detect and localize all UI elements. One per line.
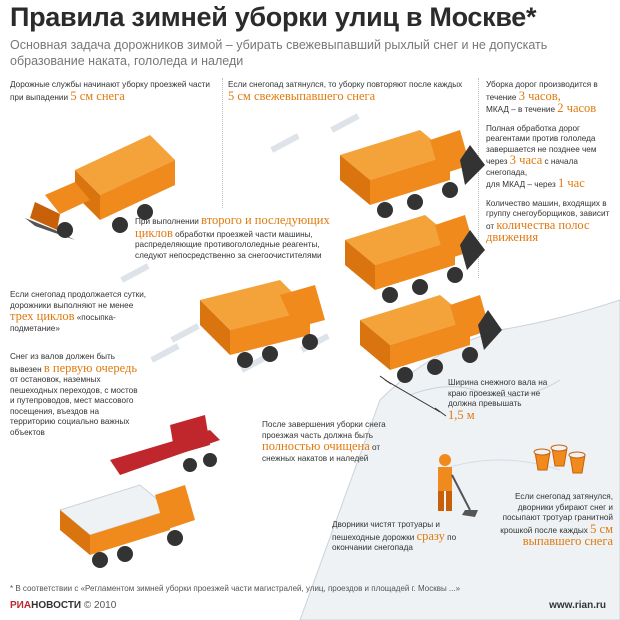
- ria-logo: РИАНОВОСТИ © 2010: [10, 600, 117, 611]
- site-url[interactable]: www.rian.ru: [549, 600, 606, 611]
- page-subtitle: Основная задача дорожников зимой – убирать свежевыпавший рыхлый снег и не допускать образование наката, гололеда и наледи: [10, 38, 548, 68]
- info-block-removal: Снег из валов должен быть вывезен в первую очередь от остановок, наземных пешеходных переходов, с мостов и путепроводов, мест массового посещения, въездов на территорию социально важных объектов: [10, 352, 138, 437]
- info-block-janitors: Дворники чистят тротуары и пешеходные дорожки сразу по окончании снегопада: [332, 520, 457, 552]
- dump-truck: [60, 485, 195, 568]
- highlight: 5 см снега: [70, 88, 125, 103]
- footnote: * В соответствии с «Регламентом зимней уборки проезжей части магистралей, улиц, проездов и площадей г. Москвы ...»: [10, 584, 461, 593]
- info-block-repeat: Если снегопад затянулся, то уборку повторяют после каждых 5 см свежевыпавшего снега: [228, 80, 463, 103]
- info-block-clean-road: После завершения уборки снега проезжая часть должна быть полностью очищена от снежных накатов и наледей: [262, 420, 386, 463]
- info-block-timing: Уборка дорог производится в течение 3 часов, МКАД – в течение 2 часов Полная обработка дорог реагентами против гололеда завершается не позднее чем через 3 часа с начала снегопада, для МКАД – через 1 час Количество машин, входящих в группу снегоуборщиков, зависит от количества полос движения: [486, 80, 610, 244]
- info-block-bank-width: Ширина снежного вала на краю проезжей части не должна превышать 1,5 м: [448, 378, 548, 422]
- info-block-cycles: При выполнении второго и последующих циклов обработки проезжей части машины, распределяющие противогололедные реагенты, следуют непосредственно за снегоочистителями: [135, 213, 330, 260]
- info-block-start: Дорожные службы начинают уборку проезжей части при выпадении 5 см снега: [10, 80, 210, 103]
- plow-truck: [340, 130, 485, 218]
- reagent-truck: [200, 280, 325, 368]
- highlight: 5 см свежевыпавшего снега: [228, 88, 376, 103]
- info-block-three-cycles: Если снегопад продолжается сутки, дорожники выполняют не менее трех циклов «посыпка-подметание»: [10, 290, 147, 333]
- page-title: Правила зимней уборки улиц в Москве*: [10, 2, 537, 32]
- info-block-sidewalk: Если снегопад затянулся, дворники убирают снег и посыпают тротуар гранитной крошкой после каждых 5 см выпавшего снега: [500, 492, 613, 548]
- plow-truck: [345, 215, 485, 303]
